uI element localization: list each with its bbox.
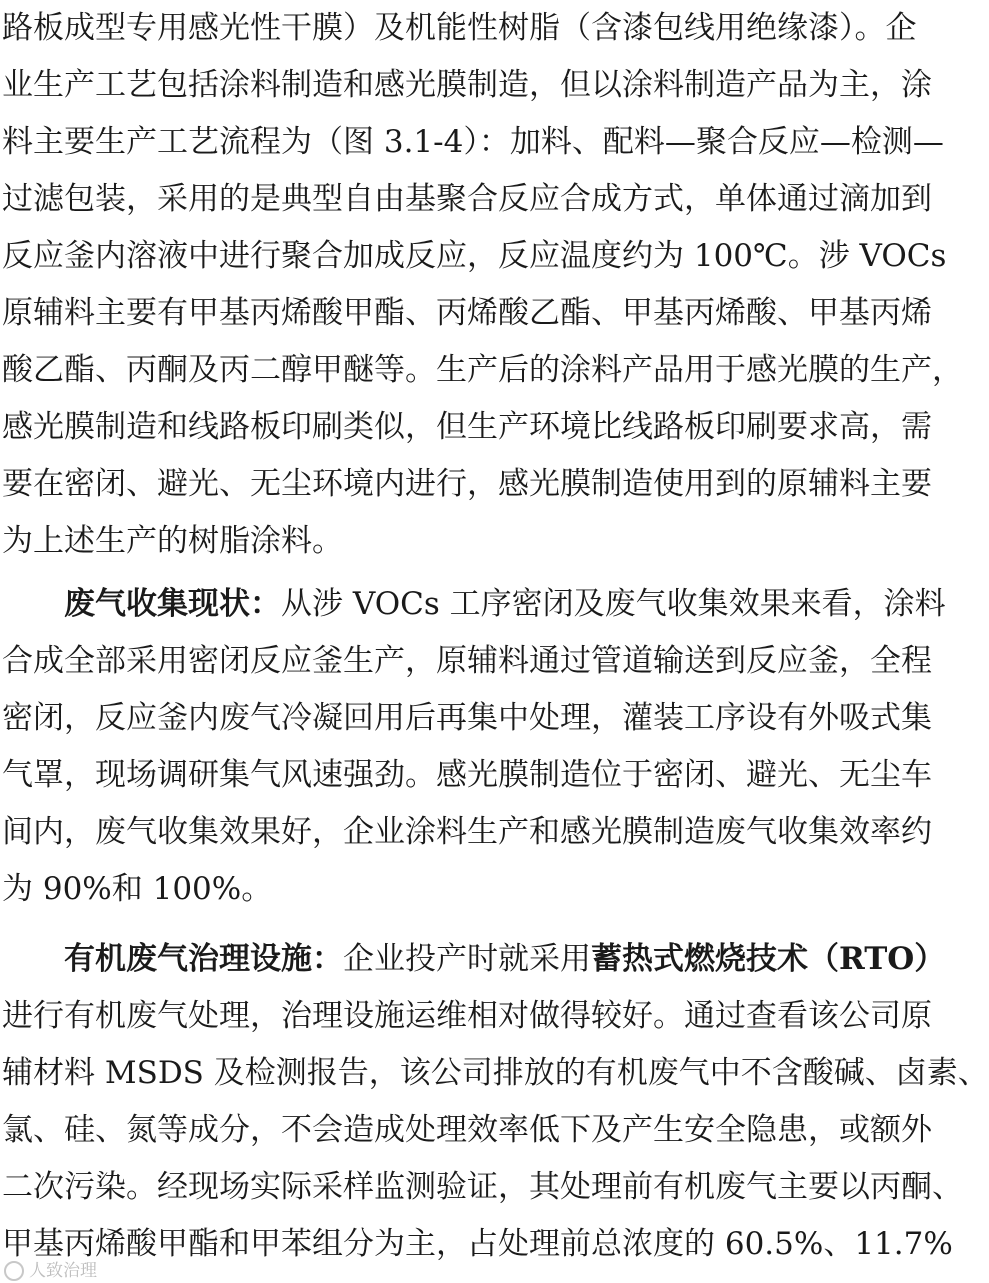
text-line: 间内，废气收集效果好，企业涂料生产和感光膜制造废气收集效率约 — [2, 814, 932, 850]
text-line: 进行有机废气处理，治理设施运维相对做得较好。通过查看该公司原 — [2, 998, 932, 1034]
text-line: 路板成型专用感光性干膜）及机能性树脂（含漆包线用绝缘漆）。企 — [2, 10, 917, 46]
section-heading-treatment-facility: 有机废气治理设施： — [64, 941, 343, 977]
text-line: 密闭，反应釜内废气冷凝回用后再集中处理，灌装工序设有外吸式集 — [2, 700, 932, 736]
text-line: 过滤包装，采用的是典型自由基聚合反应合成方式，单体通过滴加到 — [2, 181, 932, 217]
text-line: 为 90%和 100%。 — [2, 871, 273, 907]
text-line: 要在密闭、避光、无尘环境内进行，感光膜制造使用到的原辅料主要 — [2, 466, 932, 502]
text-line: 气罩，现场调研集气风速强劲。感光膜制造位于密闭、避光、无尘车 — [2, 757, 932, 793]
section-heading-waste-gas-collection: 废气收集现状： — [64, 586, 281, 622]
text-span: 企业投产时就采用 — [343, 941, 591, 977]
watermark-text: 人致治理 — [29, 1261, 97, 1281]
text-span: 从涉 VOCs 工序密闭及废气收集效果来看，涂料 — [281, 586, 946, 622]
text-line: 业生产工艺包括涂料制造和感光膜制造，但以涂料制造产品为主，涂 — [2, 67, 932, 103]
text-line: 原辅料主要有甲基丙烯酸甲酯、丙烯酸乙酯、甲基丙烯酸、甲基丙烯 — [2, 295, 932, 331]
watermark — [4, 1256, 97, 1281]
text-line: 酸乙酯、丙酮及丙二醇甲醚等。生产后的涂料产品用于感光膜的生产， — [2, 352, 963, 388]
text-line: 反应釜内溶液中进行聚合加成反应，反应温度约为 100℃。涉 VOCs — [2, 238, 947, 274]
text-line: 合成全部采用密闭反应釜生产，原辅料通过管道输送到反应釜，全程 — [2, 643, 932, 679]
text-line: 料主要生产工艺流程为（图 3.1-4）：加料、配料—聚合反应—检测— — [2, 124, 944, 160]
text-line: 氯、硅、氮等成分，不会造成处理效率低下及产生安全隐患，或额外 — [2, 1112, 932, 1148]
text-line: 二次污染。经现场实际采样监测验证，其处理前有机废气主要以丙酮、 — [2, 1169, 963, 1205]
paragraph-first-line — [64, 931, 946, 987]
rto-technology-term: 蓄热式燃烧技术（RTO） — [591, 941, 946, 977]
text-line: 感光膜制造和线路板印刷类似，但生产环境比线路板印刷要求高，需 — [2, 409, 932, 445]
text-line: 甲基丙烯酸甲酯和甲苯组分为主，占处理前总浓度的 60.5%、11.7% — [2, 1226, 953, 1262]
text-line: 为上述生产的树脂涂料。 — [2, 523, 343, 559]
paragraph-first-line — [64, 576, 946, 632]
watermark-logo-icon — [4, 1261, 24, 1281]
text-line: 辅材料 MSDS 及检测报告，该公司排放的有机废气中不含酸碱、卤素、 — [2, 1055, 989, 1091]
